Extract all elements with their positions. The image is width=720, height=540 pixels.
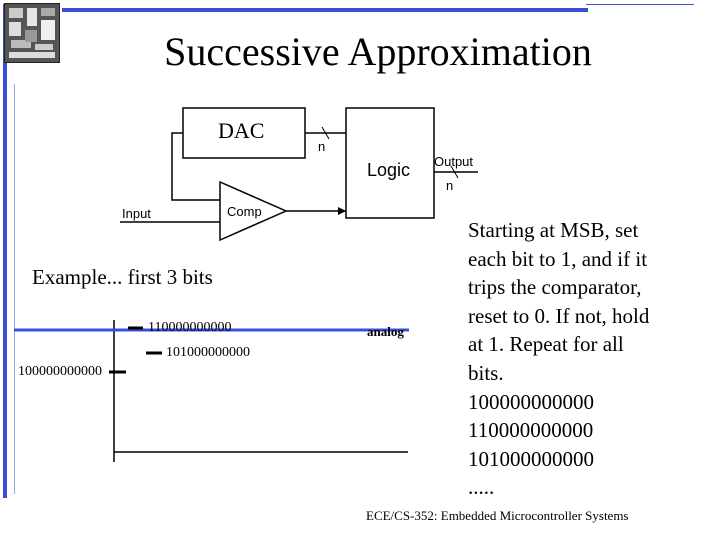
n-label-dac: n	[318, 139, 326, 154]
description-line: 101000000000	[468, 446, 594, 471]
description-line: Starting at MSB, set	[468, 218, 639, 242]
output-label: Output	[434, 154, 474, 169]
example-heading: Example... first 3 bits	[32, 265, 213, 289]
comp-arrowhead	[338, 207, 346, 215]
description-line: bits.	[468, 360, 504, 385]
level-label-100: 100000000000	[18, 364, 102, 379]
slide-title: Successive Approximation	[164, 29, 592, 74]
description-line: each bit to 1, and if it	[468, 246, 648, 271]
n-label-output: n	[446, 178, 454, 193]
footer-course-label: ECE/CS-352: Embedded Microcontroller Systems	[366, 508, 629, 523]
input-label: Input	[122, 206, 151, 221]
description-line: 100000000000	[468, 389, 594, 414]
description-text	[468, 216, 698, 502]
description-line: reset to 0. If not, hold	[468, 303, 650, 328]
description-line: .....	[468, 475, 495, 500]
analog-label: analog	[367, 324, 404, 339]
level-label-110: 110000000000	[148, 320, 232, 335]
description-line: at 1. Repeat for all	[468, 332, 624, 357]
description-line: 110000000000	[468, 418, 594, 443]
dac-label: DAC	[218, 118, 265, 143]
comp-label: Comp	[227, 204, 262, 219]
logic-label: Logic	[367, 160, 411, 180]
description-line: trips the comparator,	[468, 275, 642, 300]
level-label-101: 101000000000	[166, 345, 250, 360]
